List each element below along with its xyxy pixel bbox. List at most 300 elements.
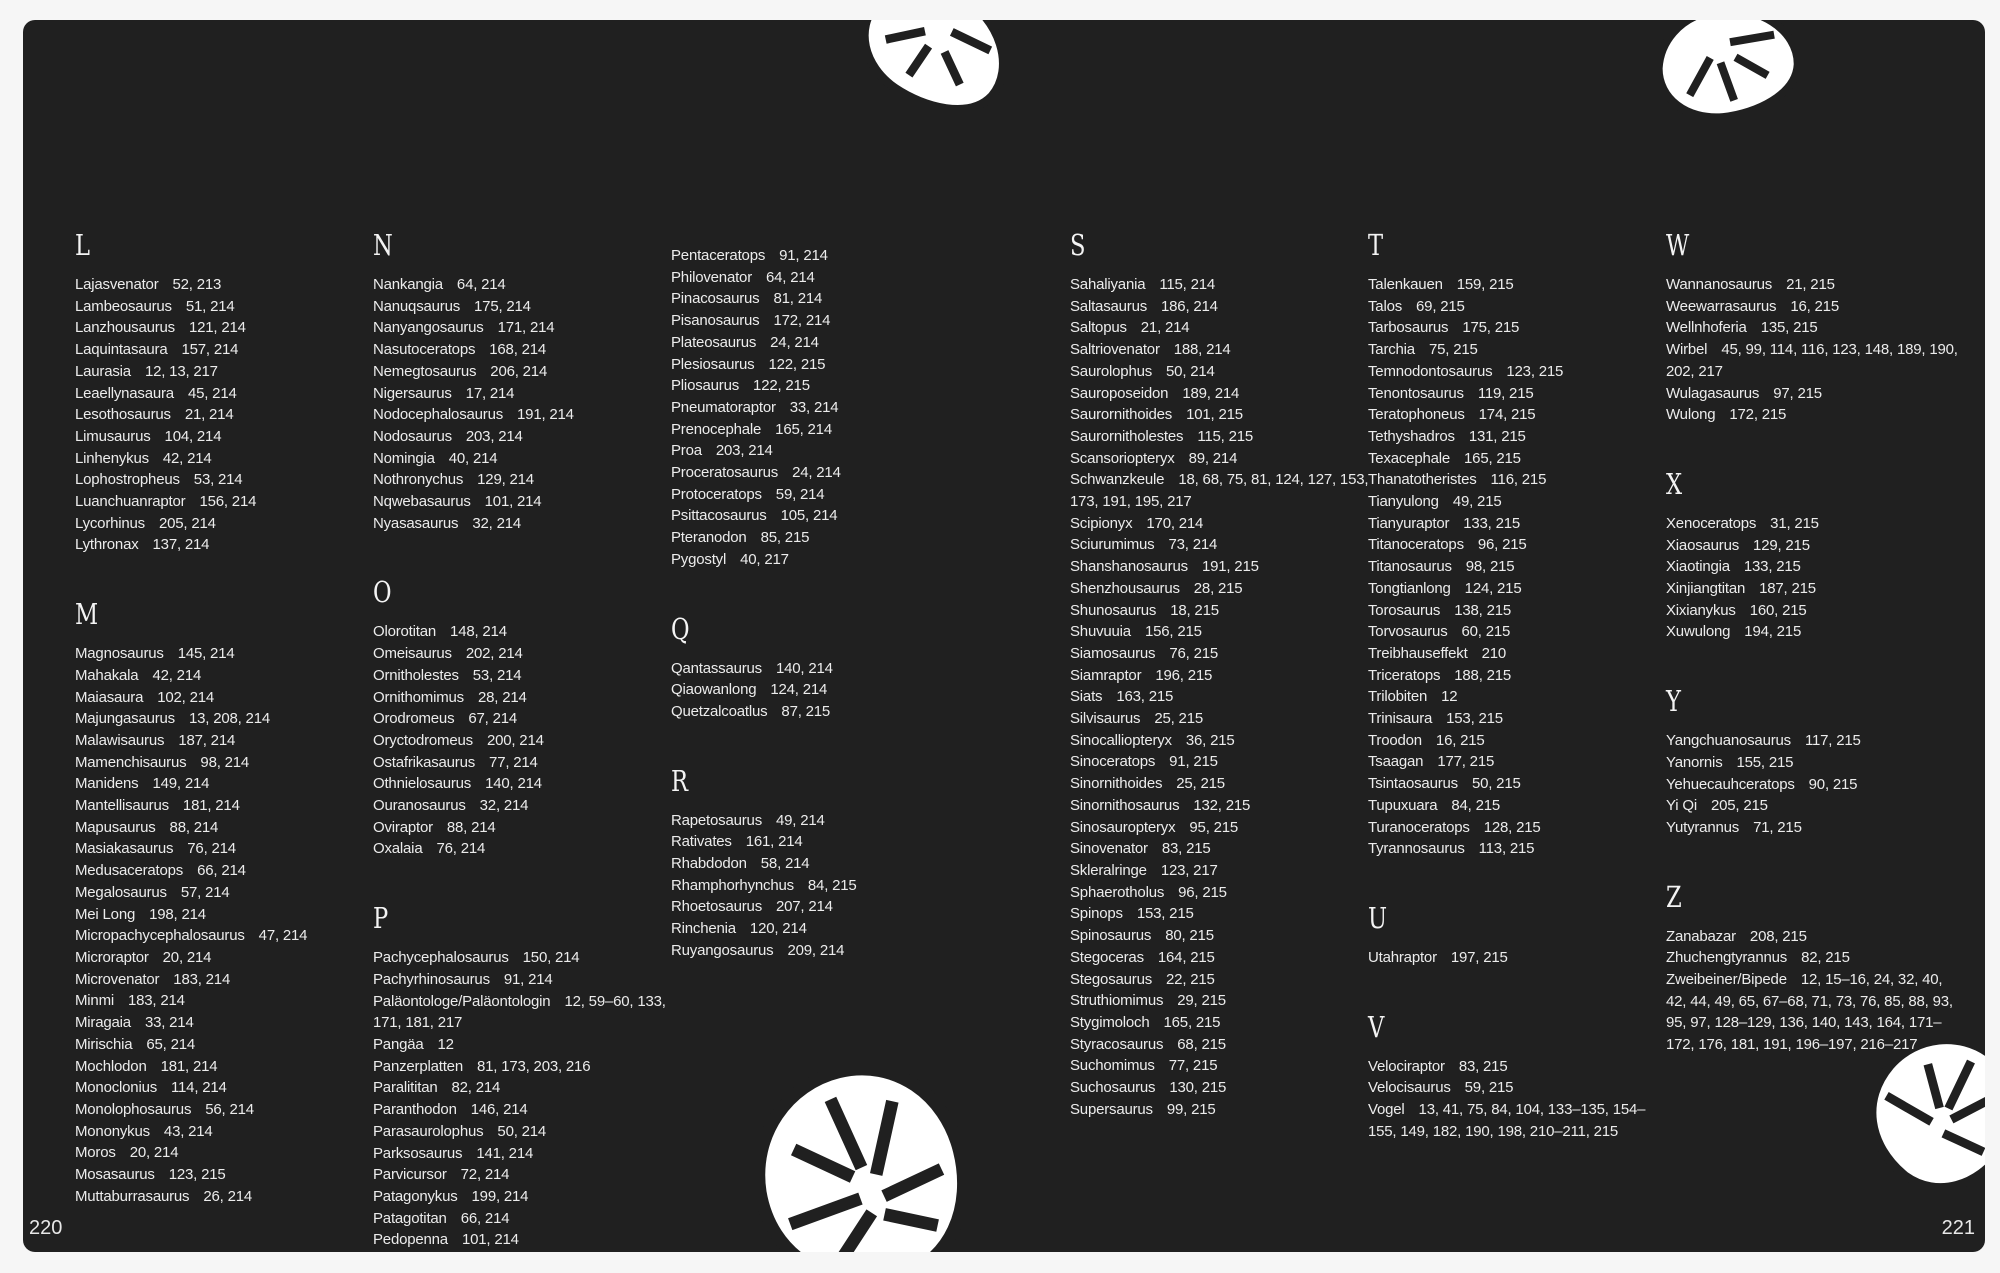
entry-term: Oxalaia: [373, 840, 423, 858]
index-entry: [671, 440, 961, 462]
index-entry: [671, 462, 961, 484]
entry-term: Temnodontosaurus: [1368, 362, 1493, 380]
entry-pages: 53, 214: [193, 471, 243, 489]
index-entry: [75, 882, 365, 904]
entry-term: Scansoriopteryx: [1070, 449, 1175, 467]
index-entry: [671, 484, 961, 506]
entry-pages: 116, 215: [1490, 471, 1547, 489]
entry-term: Yi Qi: [1666, 797, 1697, 815]
index-entry: [1070, 795, 1360, 817]
index-entry: [75, 1121, 365, 1143]
entry-term: Microraptor: [75, 948, 149, 966]
section-letter: T: [1368, 228, 1384, 262]
entry-pages: 191, 214: [517, 406, 574, 424]
entry-term: Mirischia: [75, 1035, 133, 1053]
index-entry: [1666, 535, 1956, 557]
index-entry: [75, 752, 365, 774]
entry-term: Xiaotingia: [1666, 558, 1730, 576]
entry-pages: 207, 214: [776, 898, 833, 916]
entry-term: Nankangia: [373, 276, 443, 293]
section-letter: X: [1666, 466, 1683, 501]
entry-pages: 73, 214: [1168, 536, 1218, 554]
index-entry: [75, 860, 365, 882]
entry-pages: 49, 215: [1452, 493, 1502, 511]
entry-term: Parasaurolophus: [373, 1122, 484, 1140]
index-entry: [1368, 643, 1658, 665]
index-entry: [373, 448, 663, 470]
index-entry: [1368, 730, 1658, 752]
entry-term: Sinosauropteryx: [1070, 818, 1176, 836]
entry-term: Shuvuuia: [1070, 623, 1131, 641]
entry-pages: 174, 215: [1478, 406, 1536, 424]
entry-pages: 148, 214: [450, 623, 507, 641]
index-entry: [1368, 1077, 1658, 1099]
entry-pages: 183, 214: [173, 970, 231, 988]
entry-term: Texacephale: [1368, 449, 1451, 467]
entry-term: Psittacosaurus: [671, 507, 767, 525]
entry-pages: 99, 215: [1166, 1100, 1216, 1118]
section-letter: N: [373, 228, 393, 262]
index-section: [75, 216, 365, 556]
entry-pages: 21, 214: [184, 406, 234, 424]
index-entry: [75, 925, 365, 947]
index-entry: [1070, 426, 1360, 448]
entry-pages: 40, 214: [448, 449, 498, 467]
index-entry: [1070, 751, 1360, 773]
index-entry: [1070, 339, 1360, 361]
entry-term: Talos: [1368, 297, 1403, 315]
index-entry: [373, 1164, 663, 1186]
index-entry: [1070, 730, 1360, 752]
index-entry: [1368, 469, 1658, 491]
index-entry: [373, 469, 663, 491]
index-section: [1070, 216, 1369, 1120]
entry-term: Mantellisaurus: [75, 797, 169, 815]
entry-term: Ornithomimus: [373, 688, 464, 706]
index-entry: [671, 245, 961, 267]
index-entry: [671, 332, 961, 354]
entry-term: Panzerplatten: [373, 1057, 463, 1075]
entry-pages: 205, 214: [158, 514, 216, 532]
entry-term: Tyrannosaurus: [1368, 840, 1465, 858]
entry-pages: 210: [1481, 644, 1506, 662]
index-section: [1368, 216, 1658, 860]
index-entry: [75, 513, 365, 535]
index-entry: [1070, 665, 1360, 687]
index-entry: [373, 1186, 663, 1208]
entry-term: Paralititan: [373, 1079, 438, 1097]
entry-pages: 120, 214: [749, 920, 807, 938]
index-entry: [1666, 621, 1956, 643]
entry-term: Tianyulong: [1368, 493, 1439, 511]
entry-pages: 40, 217: [740, 550, 789, 568]
index-entry: [671, 310, 961, 332]
entry-pages: 91, 214: [779, 247, 828, 264]
entry-pages: 124, 215: [1464, 579, 1522, 597]
entry-term: Malawisaurus: [75, 731, 165, 749]
entry-pages: 17, 214: [465, 384, 515, 402]
index-entry: [75, 665, 365, 687]
index-entry: [1070, 404, 1360, 426]
index-entry: [373, 339, 663, 361]
entry-pages: 194, 215: [1744, 623, 1802, 641]
entry-pages: 60, 215: [1461, 623, 1511, 641]
index-entry: [671, 853, 961, 875]
entry-term: Olorotitan: [373, 623, 437, 641]
entry-term: Leaellynasaura: [75, 384, 174, 402]
index-entry: [373, 817, 663, 839]
index-entry: [373, 1077, 663, 1099]
entry-pages: 82, 214: [451, 1079, 501, 1097]
section-letter: Q: [671, 611, 690, 646]
index-entry: [373, 296, 663, 318]
entry-pages: 18, 215: [1170, 601, 1219, 619]
page-number-right: 221: [1941, 1217, 1975, 1239]
entry-term: Laquintasaura: [75, 341, 168, 359]
entry-pages: 177, 215: [1437, 753, 1495, 771]
entry-pages: 137, 214: [152, 536, 210, 554]
entry-pages: 51, 214: [185, 297, 235, 315]
entry-pages: 209, 214: [787, 941, 845, 959]
entry-term: Sahaliyania: [1070, 276, 1146, 293]
entry-term: Limusaurus: [75, 427, 151, 445]
entry-pages: 181, 214: [160, 1057, 218, 1075]
entry-pages: 156, 214: [199, 493, 257, 511]
entry-pages: 87, 215: [781, 702, 831, 720]
index-section: [1368, 889, 1658, 969]
entry-term: Mahakala: [75, 666, 139, 684]
entry-term: Xuwulong: [1666, 623, 1731, 641]
entry-term: Yanornis: [1666, 753, 1723, 771]
entry-term: Pachycephalosaurus: [373, 949, 509, 967]
entry-pages: 206, 214: [490, 362, 548, 380]
entry-term: Tsaagan: [1368, 753, 1424, 771]
index-entry: [1070, 578, 1360, 600]
entry-term: Sauroposeidon: [1070, 384, 1169, 402]
entry-term: Megalosaurus: [75, 883, 167, 901]
entry-pages: 66, 214: [460, 1209, 510, 1227]
entry-term: Spinosaurus: [1070, 927, 1152, 945]
entry-pages: 197, 215: [1450, 948, 1508, 966]
entry-term: Lesothosaurus: [75, 406, 171, 424]
index-entry: [373, 621, 663, 643]
entry-pages: 186, 214: [1161, 297, 1218, 315]
index-entry: [75, 838, 365, 860]
index-entry: [1070, 817, 1360, 839]
index-entry: [75, 339, 365, 361]
index-entry: [1368, 513, 1658, 535]
index-section: [373, 216, 663, 534]
index-entry: [75, 448, 365, 470]
index-entry: [1666, 817, 1956, 839]
entry-term: Sinornithosaurus: [1070, 796, 1180, 814]
entry-term: Xixianykus: [1666, 601, 1736, 619]
entry-pages: 122, 215: [768, 355, 826, 373]
entry-pages: 84, 215: [1451, 796, 1501, 814]
entry-pages: 49, 214: [776, 811, 825, 829]
entry-term: Suchosaurus: [1070, 1079, 1156, 1097]
entry-pages: 12: [437, 1035, 454, 1053]
entry-pages: 105, 214: [780, 507, 838, 525]
entry-pages: 132, 215: [1193, 796, 1251, 814]
index-entry: [1368, 491, 1658, 513]
entry-term: Patagonykus: [373, 1187, 458, 1205]
index-column-5: [1368, 216, 1658, 1172]
entry-pages: 83, 215: [1458, 1057, 1508, 1075]
index-entry: [373, 361, 663, 383]
entry-pages: 124, 214: [770, 681, 828, 699]
index-entry: [1368, 339, 1658, 361]
entry-pages: 16, 215: [1435, 731, 1485, 749]
entry-term: Muttaburrasaurus: [75, 1187, 190, 1205]
entry-pages: 123, 215: [168, 1166, 226, 1184]
index-entry: [1368, 773, 1658, 795]
index-section: [75, 585, 365, 1207]
entry-pages: 171, 214: [497, 319, 555, 337]
entry-term: Spinops: [1070, 905, 1123, 923]
index-entry: [1368, 1099, 1668, 1142]
index-entry: [1666, 578, 1956, 600]
index-entry: [75, 947, 365, 969]
entry-term: Teratophoneus: [1368, 406, 1465, 424]
entry-pages: 28, 214: [477, 688, 527, 706]
entry-pages: 138, 215: [1454, 601, 1511, 619]
index-entry: [373, 838, 663, 860]
entry-term: Suchomimus: [1070, 1057, 1155, 1075]
entry-pages: 208, 215: [1749, 927, 1807, 945]
entry-pages: 32, 214: [472, 514, 521, 532]
entry-term: Saltriovenator: [1070, 341, 1160, 359]
entry-pages: 199, 214: [471, 1187, 529, 1205]
entry-pages: 32, 214: [479, 797, 529, 815]
entry-pages: 85, 215: [760, 529, 810, 547]
index-section: [1666, 672, 1956, 839]
entry-term: Turanoceratops: [1368, 818, 1470, 836]
entry-term: Monolophosaurus: [75, 1100, 192, 1118]
entry-term: Nodocephalosaurus: [373, 406, 504, 424]
index-entry: [1070, 556, 1360, 578]
entry-term: Patagotitan: [373, 1209, 447, 1227]
entry-pages: 188, 214: [1173, 341, 1231, 359]
entry-term: Talenkauen: [1368, 276, 1443, 293]
entry-pages: 81, 173, 203, 216: [476, 1057, 591, 1075]
entry-pages: 68, 215: [1177, 1035, 1226, 1053]
index-entry: [1070, 448, 1360, 470]
section-letter: L: [75, 228, 91, 262]
index-section: [1666, 455, 1956, 643]
entry-term: Plesiosaurus: [671, 355, 755, 373]
index-entry: [373, 426, 663, 448]
entry-term: Pneumatoraptor: [671, 398, 776, 416]
index-entry: [671, 288, 961, 310]
entry-term: Titanoceratops: [1368, 536, 1464, 554]
index-section: [671, 752, 961, 962]
entry-term: Nqwebasaurus: [373, 493, 471, 511]
entry-term: Pinacosaurus: [671, 290, 760, 308]
entry-pages: 76, 215: [1169, 644, 1218, 662]
entry-term: Saurolophus: [1070, 362, 1153, 380]
entry-term: Pygostyl: [671, 550, 727, 568]
entry-pages: 165, 215: [1163, 1013, 1221, 1031]
entry-pages: 43, 214: [163, 1122, 213, 1140]
entry-term: Ornitholestes: [373, 666, 459, 684]
entry-term: Sphaerotholus: [1070, 883, 1165, 901]
entry-term: Yehuecauhceratops: [1666, 775, 1795, 793]
index-entry: [75, 817, 365, 839]
entry-term: Titanosaurus: [1368, 558, 1452, 576]
entry-pages: 172, 215: [1729, 406, 1787, 424]
entry-term: Quetzalcoatlus: [671, 702, 768, 720]
index-entry: [1666, 969, 1966, 1056]
entry-pages: 28, 215: [1193, 579, 1243, 597]
entry-term: Trinisaura: [1368, 710, 1433, 728]
entry-term: Paranthodon: [373, 1101, 457, 1119]
index-entry: [373, 1208, 663, 1230]
entry-pages: 65, 214: [146, 1035, 196, 1053]
entry-term: Saltopus: [1070, 319, 1127, 337]
index-entry: [1368, 383, 1658, 405]
entry-term: Orodromeus: [373, 710, 455, 728]
index-entry: [1666, 947, 1956, 969]
index-entry: [373, 491, 663, 513]
index-entry: [1070, 317, 1360, 339]
entry-term: Sciurumimus: [1070, 536, 1155, 554]
entry-pages: 69, 215: [1416, 297, 1465, 315]
index-entry: [1368, 361, 1658, 383]
monstera-leaf-icon: [1628, 20, 1829, 145]
index-entry: [75, 296, 365, 318]
entry-pages: 145, 214: [177, 645, 235, 663]
entry-pages: 101, 215: [1186, 406, 1243, 424]
index-entry: [671, 397, 961, 419]
entry-term: Nomingia: [373, 449, 435, 467]
entry-term: Triceratops: [1368, 666, 1441, 684]
entry-term: Shenzhousaurus: [1070, 579, 1180, 597]
entry-term: Moros: [75, 1144, 116, 1162]
index-entry: [1666, 556, 1956, 578]
index-entry: [1666, 339, 1966, 382]
entry-term: Omeisaurus: [373, 645, 452, 663]
entry-pages: 128, 215: [1483, 818, 1541, 836]
index-entry: [1368, 274, 1658, 296]
index-entry: [1070, 643, 1360, 665]
entry-term: Philovenator: [671, 268, 752, 286]
index-entry: [1070, 383, 1360, 405]
entry-pages: 53, 214: [472, 666, 522, 684]
index-entry: [1070, 513, 1360, 535]
entry-pages: 187, 214: [178, 731, 236, 749]
entry-term: Mononykus: [75, 1122, 150, 1140]
entry-term: Pentaceratops: [671, 247, 766, 264]
index-entry: [75, 383, 365, 405]
entry-pages: 153, 215: [1446, 710, 1503, 728]
entry-term: Zweibeiner/Bipede: [1666, 971, 1787, 989]
entry-term: Proceratosaurus: [671, 464, 779, 482]
entry-term: Xinjiangtitan: [1666, 580, 1746, 598]
entry-term: Zanabazar: [1666, 927, 1736, 945]
entry-pages: 123, 215: [1506, 362, 1564, 380]
entry-pages: 102, 214: [157, 688, 215, 706]
index-entry: [671, 810, 961, 832]
entry-pages: 24, 214: [770, 333, 819, 351]
entry-pages: 165, 215: [1464, 449, 1521, 467]
entry-term: Micropachycephalosaurus: [75, 927, 245, 945]
entry-term: Vogel: [1368, 1101, 1405, 1119]
section-letter: V: [1368, 1009, 1385, 1044]
entry-term: Skleralringe: [1070, 861, 1147, 879]
entry-term: Minmi: [75, 992, 114, 1010]
entry-pages: 198, 214: [149, 905, 206, 923]
entry-pages: 16, 215: [1790, 297, 1839, 315]
index-entry: [1070, 621, 1360, 643]
entry-pages: 159, 215: [1456, 276, 1514, 293]
index-entry: [75, 1142, 365, 1164]
entry-pages: 98, 214: [200, 753, 250, 771]
index-entry: [75, 317, 365, 339]
index-entry: [75, 426, 365, 448]
index-entry: [75, 491, 365, 513]
entry-term: Nanuqsaurus: [373, 297, 461, 315]
index-entry: [373, 969, 663, 991]
entry-pages: 21, 214: [1140, 319, 1190, 337]
entry-term: Siamraptor: [1070, 666, 1142, 684]
entry-pages: 157, 214: [181, 341, 239, 359]
index-entry: [1368, 426, 1658, 448]
entry-term: Xiaosaurus: [1666, 536, 1740, 554]
entry-pages: 172, 214: [773, 312, 831, 330]
entry-term: Yutyrannus: [1666, 818, 1740, 836]
entry-pages: 64, 214: [456, 276, 506, 293]
entry-pages: 75, 215: [1428, 341, 1478, 359]
entry-pages: 188, 215: [1454, 666, 1512, 684]
index-entry: [1070, 1012, 1360, 1034]
monstera-leaf-icon: [711, 1028, 1006, 1252]
index-entry: [373, 317, 663, 339]
entry-term: Saurornithoides: [1070, 406, 1173, 424]
entry-pages: 101, 214: [461, 1231, 519, 1249]
entry-pages: 146, 214: [470, 1101, 528, 1119]
index-column-6: [1666, 216, 1956, 1085]
index-entry: [75, 274, 365, 296]
index-entry: [1666, 317, 1956, 339]
monstera-leaf-icon: [836, 20, 1040, 135]
index-entry: [1666, 274, 1956, 296]
entry-term: Mosasaurus: [75, 1166, 155, 1184]
index-column-3: [671, 245, 961, 991]
entry-pages: 33, 214: [789, 398, 839, 416]
entry-pages: 156, 215: [1144, 623, 1202, 641]
index-entry: [671, 658, 961, 680]
entry-pages: 101, 214: [484, 493, 542, 511]
book-spread: [23, 20, 1985, 1252]
index-entry: [373, 1143, 663, 1165]
index-entry: [373, 687, 663, 709]
entry-pages: 181, 214: [182, 797, 240, 815]
entry-term: Pachyrhinosaurus: [373, 970, 490, 988]
entry-pages: 90, 215: [1808, 775, 1858, 793]
entry-term: Sinovenator: [1070, 840, 1148, 858]
index-entry: [1070, 882, 1360, 904]
entry-pages: 77, 214: [489, 753, 538, 771]
entry-pages: 164, 215: [1157, 948, 1215, 966]
entry-pages: 71, 215: [1753, 818, 1802, 836]
index-entry: [373, 1056, 663, 1078]
entry-term: Lythronax: [75, 536, 139, 554]
entry-pages: 50, 214: [1166, 362, 1215, 380]
entry-pages: 76, 214: [436, 840, 486, 858]
entry-term: Rhabdodon: [671, 855, 747, 873]
entry-term: Lanzhousaurus: [75, 319, 175, 337]
